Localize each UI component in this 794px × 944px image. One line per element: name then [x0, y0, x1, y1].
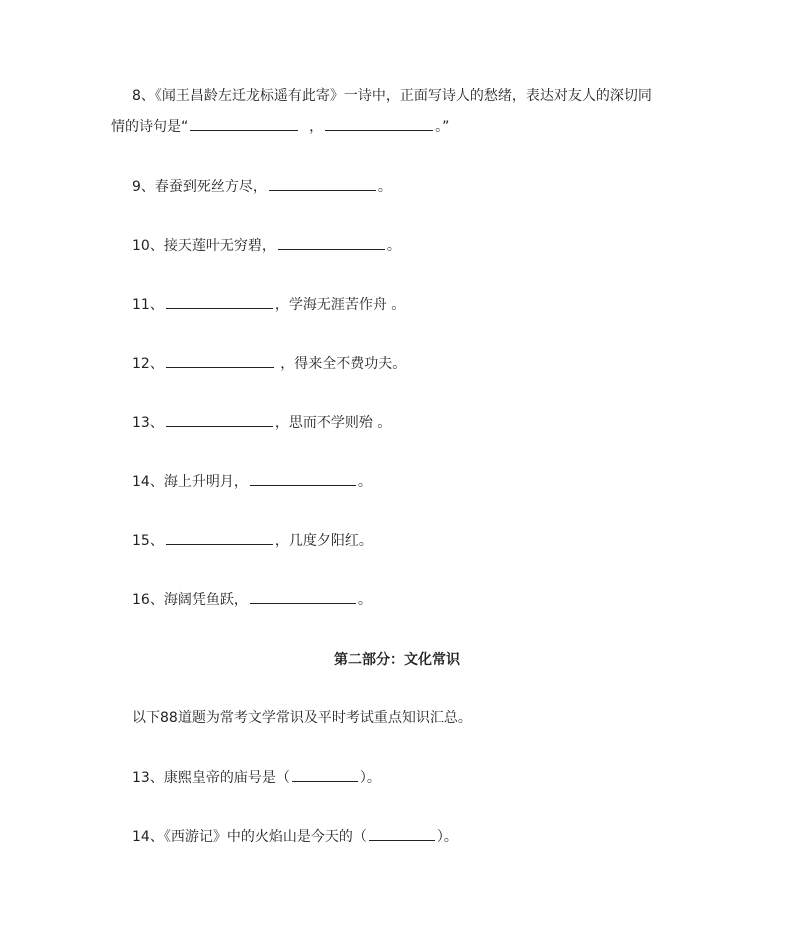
answer-blank[interactable]	[166, 294, 273, 309]
question-13	[132, 412, 391, 433]
question-12-suffix: ，得来全不费功夫。	[275, 356, 407, 372]
question-8-line-1	[132, 86, 652, 106]
question-16-prefix: 16、海阔凭鱼跃，	[132, 592, 248, 608]
question-8-suffix: 。”	[435, 119, 450, 135]
question-10-suffix: 。	[386, 238, 401, 254]
question-12	[132, 353, 406, 374]
question-13-suffix: ，思而不学则殆 。	[274, 415, 392, 431]
answer-blank[interactable]	[278, 235, 385, 250]
question-12-prefix: 12、	[132, 356, 164, 372]
question-14	[132, 471, 372, 492]
culture-question-14	[132, 826, 458, 847]
culture-question-13	[132, 767, 381, 788]
question-8-text: 8、《闻王昌龄左迁龙标遥有此寄》一诗中，正面写诗人的愁绪，表达对友人的深切同	[132, 88, 652, 104]
answer-blank[interactable]	[369, 826, 435, 841]
question-8-line-2	[111, 116, 449, 137]
question-11	[132, 294, 405, 315]
answer-blank[interactable]	[250, 471, 356, 486]
answer-blank[interactable]	[166, 412, 273, 427]
culture-question-13-suffix: ）。	[359, 770, 381, 786]
question-11-prefix: 11、	[132, 297, 164, 313]
question-16	[132, 589, 372, 610]
question-15-suffix: ，几度夕阳红。	[274, 533, 373, 549]
question-10-prefix: 10、接天莲叶无穷碧，	[132, 238, 276, 254]
question-16-suffix: 。	[357, 592, 372, 608]
section-intro-text: 以下88道题为常考文学常识及平时考试重点知识汇总。	[132, 710, 472, 726]
answer-blank[interactable]	[190, 116, 298, 131]
question-11-suffix: ，学海无涯苦作舟 。	[274, 297, 406, 313]
question-15-prefix: 15、	[132, 533, 164, 549]
question-8-prefix: 情的诗句是“	[111, 119, 189, 135]
question-9	[132, 176, 392, 197]
answer-blank[interactable]	[166, 530, 273, 545]
question-10	[132, 235, 401, 256]
culture-question-14-suffix: ）。	[436, 829, 458, 845]
question-13-prefix: 13、	[132, 415, 164, 431]
section-intro	[132, 708, 472, 728]
answer-blank[interactable]	[292, 767, 358, 782]
culture-question-14-prefix: 14、《西游记》中的火焰山是今天的（	[132, 829, 367, 845]
culture-question-13-prefix: 13、康熙皇帝的庙号是（	[132, 770, 290, 786]
question-9-prefix: 9、春蚕到死丝方尽，	[132, 179, 267, 195]
question-14-prefix: 14、海上升明月，	[132, 474, 248, 490]
answer-blank[interactable]	[325, 116, 433, 131]
question-14-suffix: 。	[357, 474, 372, 490]
section-heading: 第二部分：文化常识	[334, 652, 460, 668]
question-15	[132, 530, 373, 551]
question-8-comma: ，	[309, 119, 324, 135]
question-9-suffix: 。	[377, 179, 392, 195]
answer-blank[interactable]	[250, 589, 356, 604]
answer-blank[interactable]	[166, 353, 274, 368]
answer-blank[interactable]	[269, 176, 376, 191]
